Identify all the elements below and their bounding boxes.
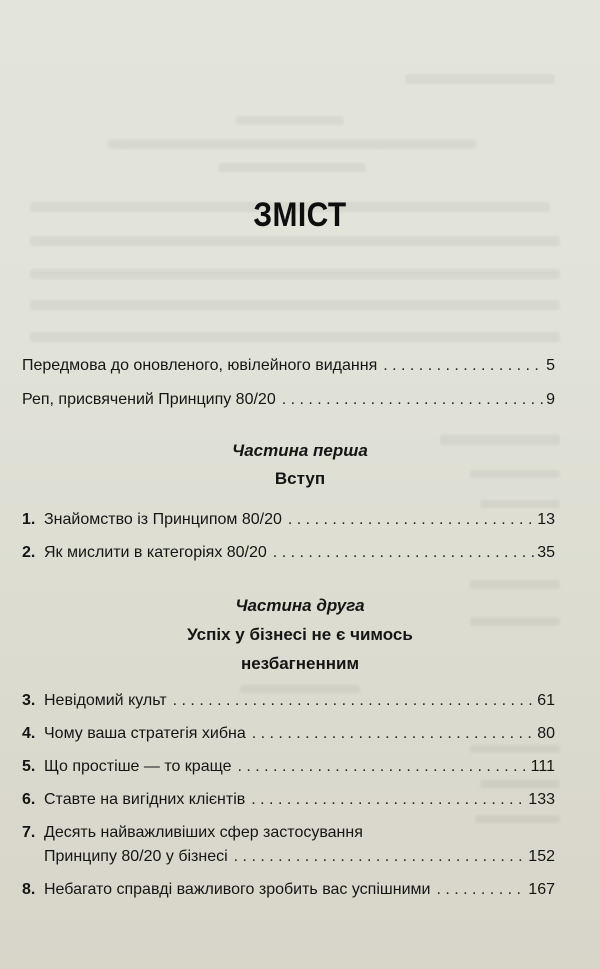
entry-label: Реп, присвячений Принципу 80/20 — [22, 391, 276, 408]
entry-label: Десять найважливіших сфер застосування — [44, 824, 363, 841]
dot-leader — [234, 848, 526, 866]
toc-entry-chapter-8[interactable] — [22, 881, 555, 903]
part-two-label: Частина друга — [235, 596, 365, 615]
dot-leader — [282, 391, 543, 409]
entry-label: Невідомий культ — [44, 692, 167, 709]
entry-label: Чому ваша стратегія хибна — [44, 725, 246, 742]
entry-page-number: 13 — [537, 511, 555, 528]
entry-label: Як мислити в категоріях 80/20 — [44, 544, 267, 561]
entry-label: Передмова до оновленого, ювілейного видання — [22, 357, 378, 374]
part-two-title-line-2: незбагненним — [240, 654, 360, 673]
chapter-number: 5. — [22, 758, 36, 775]
chapter-number: 6. — [22, 791, 36, 808]
toc-entry-chapter-7-continued[interactable] — [44, 848, 555, 870]
entry-page-number: 167 — [528, 881, 555, 898]
toc-entry-chapter-5[interactable] — [22, 758, 555, 780]
toc-entry-chapter-1[interactable] — [22, 511, 555, 533]
entry-page-number: 152 — [528, 848, 555, 865]
entry-page-number: 9 — [546, 391, 555, 408]
part-one-title: Вступ — [274, 469, 326, 488]
toc-entry-chapter-7[interactable] — [22, 824, 555, 846]
entry-label-continued: Принципу 80/20 у бізнесі — [44, 848, 228, 865]
dot-leader — [251, 791, 525, 809]
dot-leader — [252, 725, 534, 743]
entry-page-number: 111 — [530, 758, 555, 775]
dot-leader — [436, 881, 525, 899]
dot-leader — [237, 758, 527, 776]
entry-page-number: 133 — [528, 791, 555, 808]
chapter-number: 7. — [22, 824, 36, 841]
chapter-number: 1. — [22, 511, 36, 528]
toc-title: ЗМІСТ — [253, 196, 347, 234]
chapter-number: 2. — [22, 544, 36, 561]
entry-page-number: 5 — [546, 357, 555, 374]
part-two-title-line-1: Успіх у бізнесі не є чимось — [187, 625, 413, 644]
toc-entry-foreword[interactable] — [22, 357, 555, 379]
entry-label: Ставте на вигідних клієнтів — [44, 791, 246, 808]
entry-page-number: 61 — [537, 692, 555, 709]
toc-entry-chapter-3[interactable] — [22, 692, 555, 714]
chapter-number: 8. — [22, 881, 36, 898]
dot-leader — [173, 692, 535, 710]
entry-label: Що простіше — то краще — [44, 758, 232, 775]
toc-entry-chapter-2[interactable] — [22, 544, 555, 566]
toc-entry-rap[interactable] — [22, 391, 555, 413]
entry-label: Знайомство із Принципом 80/20 — [44, 511, 282, 528]
chapter-number: 3. — [22, 692, 36, 709]
entry-label: Небагато справді важливого зробить вас успішними — [44, 881, 431, 898]
entry-page-number: 35 — [537, 544, 555, 561]
toc-entry-chapter-6[interactable] — [22, 791, 555, 813]
part-one-label: Частина перша — [232, 441, 368, 460]
entry-page-number: 80 — [537, 725, 555, 742]
dot-leader — [273, 544, 534, 562]
toc-entry-chapter-4[interactable] — [22, 725, 555, 747]
chapter-number: 4. — [22, 725, 36, 742]
dot-leader — [383, 357, 543, 375]
dot-leader — [288, 511, 534, 529]
